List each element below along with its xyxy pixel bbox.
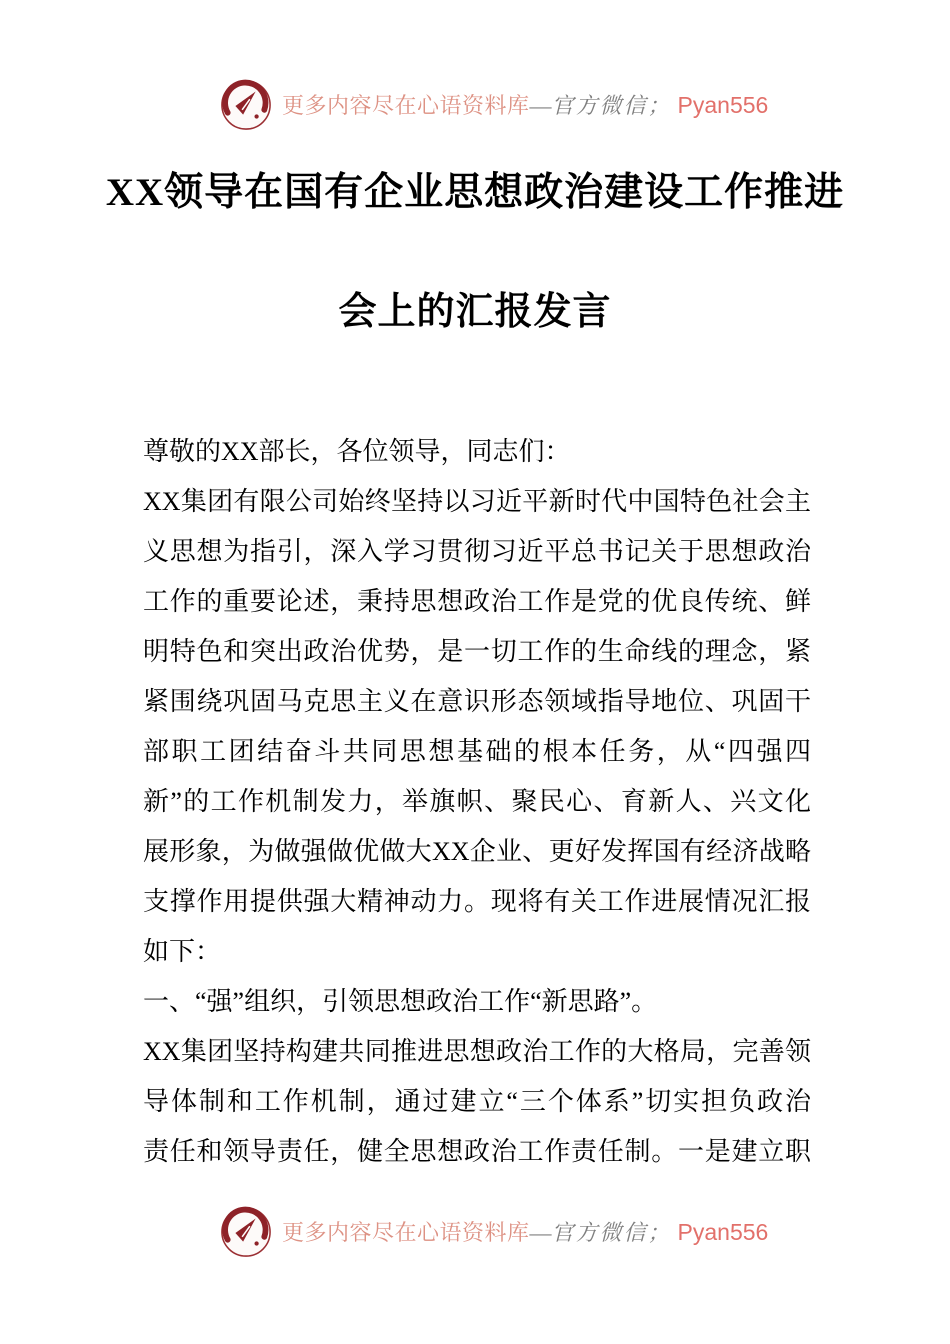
body-line: XX集团坚持构建共同推进思想政治工作的大格局，完善领 — [143, 1037, 811, 1066]
body-line: 导体制和工作机制，通过建立“三个体系”切实担负政治 — [143, 1087, 811, 1116]
header-watermark-text — [282, 91, 769, 118]
body-line: 义思想为指引，深入学习贯彻习近平总书记关于思想政治 — [143, 537, 811, 566]
dash-separator: — — [529, 1219, 552, 1245]
brand-text: 更多内容尽在心语资料库 — [282, 92, 530, 118]
body-line: 尊敬的XX部长，各位领导，同志们： — [143, 437, 571, 466]
pen-nib-logo-icon — [220, 79, 272, 131]
body-line: 新”的工作机制发力，举旗帜、聚民心、育新人、兴文化 — [143, 787, 811, 816]
body-line: 部职工团结奋斗共同思想基础的根本任务，从“四强四 — [143, 737, 811, 766]
body-line: 如下： — [143, 937, 222, 966]
body-line: 明特色和突出政治优势，是一切工作的生命线的理念，紧 — [143, 637, 811, 666]
pen-nib-logo-icon — [220, 1206, 272, 1258]
document-body — [143, 427, 811, 1177]
wechat-label: 官方微信； — [551, 1219, 672, 1245]
body-line: 一、“强”组织，引领思想政治工作“新思路”。 — [143, 987, 658, 1016]
brand-text: 更多内容尽在心语资料库 — [282, 1219, 530, 1245]
document-title-line1: XX领导在国有企业思想政治建设工作推进 — [105, 171, 845, 214]
body-line: 责任和领导责任，健全思想政治工作责任制。一是建立职 — [143, 1137, 811, 1166]
document-title-line2: 会上的汇报发言 — [338, 291, 612, 333]
header-watermark — [220, 79, 768, 131]
wechat-id: Pyan556 — [677, 1218, 769, 1245]
body-line: 支撑作用提供强大精神动力。现将有关工作进展情况汇报 — [143, 887, 811, 916]
body-line: 紧围绕巩固马克思主义在意识形态领域指导地位、巩固干 — [143, 687, 811, 716]
body-line: 展形象，为做强做优做大XX企业、更好发挥国有经济战略 — [143, 837, 811, 866]
footer-watermark-text — [282, 1218, 769, 1245]
dash-separator: — — [529, 92, 552, 118]
wechat-id: Pyan556 — [677, 91, 769, 118]
body-line: XX集团有限公司始终坚持以习近平新时代中国特色社会主 — [143, 487, 811, 516]
body-line: 工作的重要论述，秉持思想政治工作是党的优良传统、鲜 — [143, 587, 811, 616]
footer-watermark — [220, 1206, 768, 1258]
wechat-label: 官方微信； — [551, 92, 672, 118]
